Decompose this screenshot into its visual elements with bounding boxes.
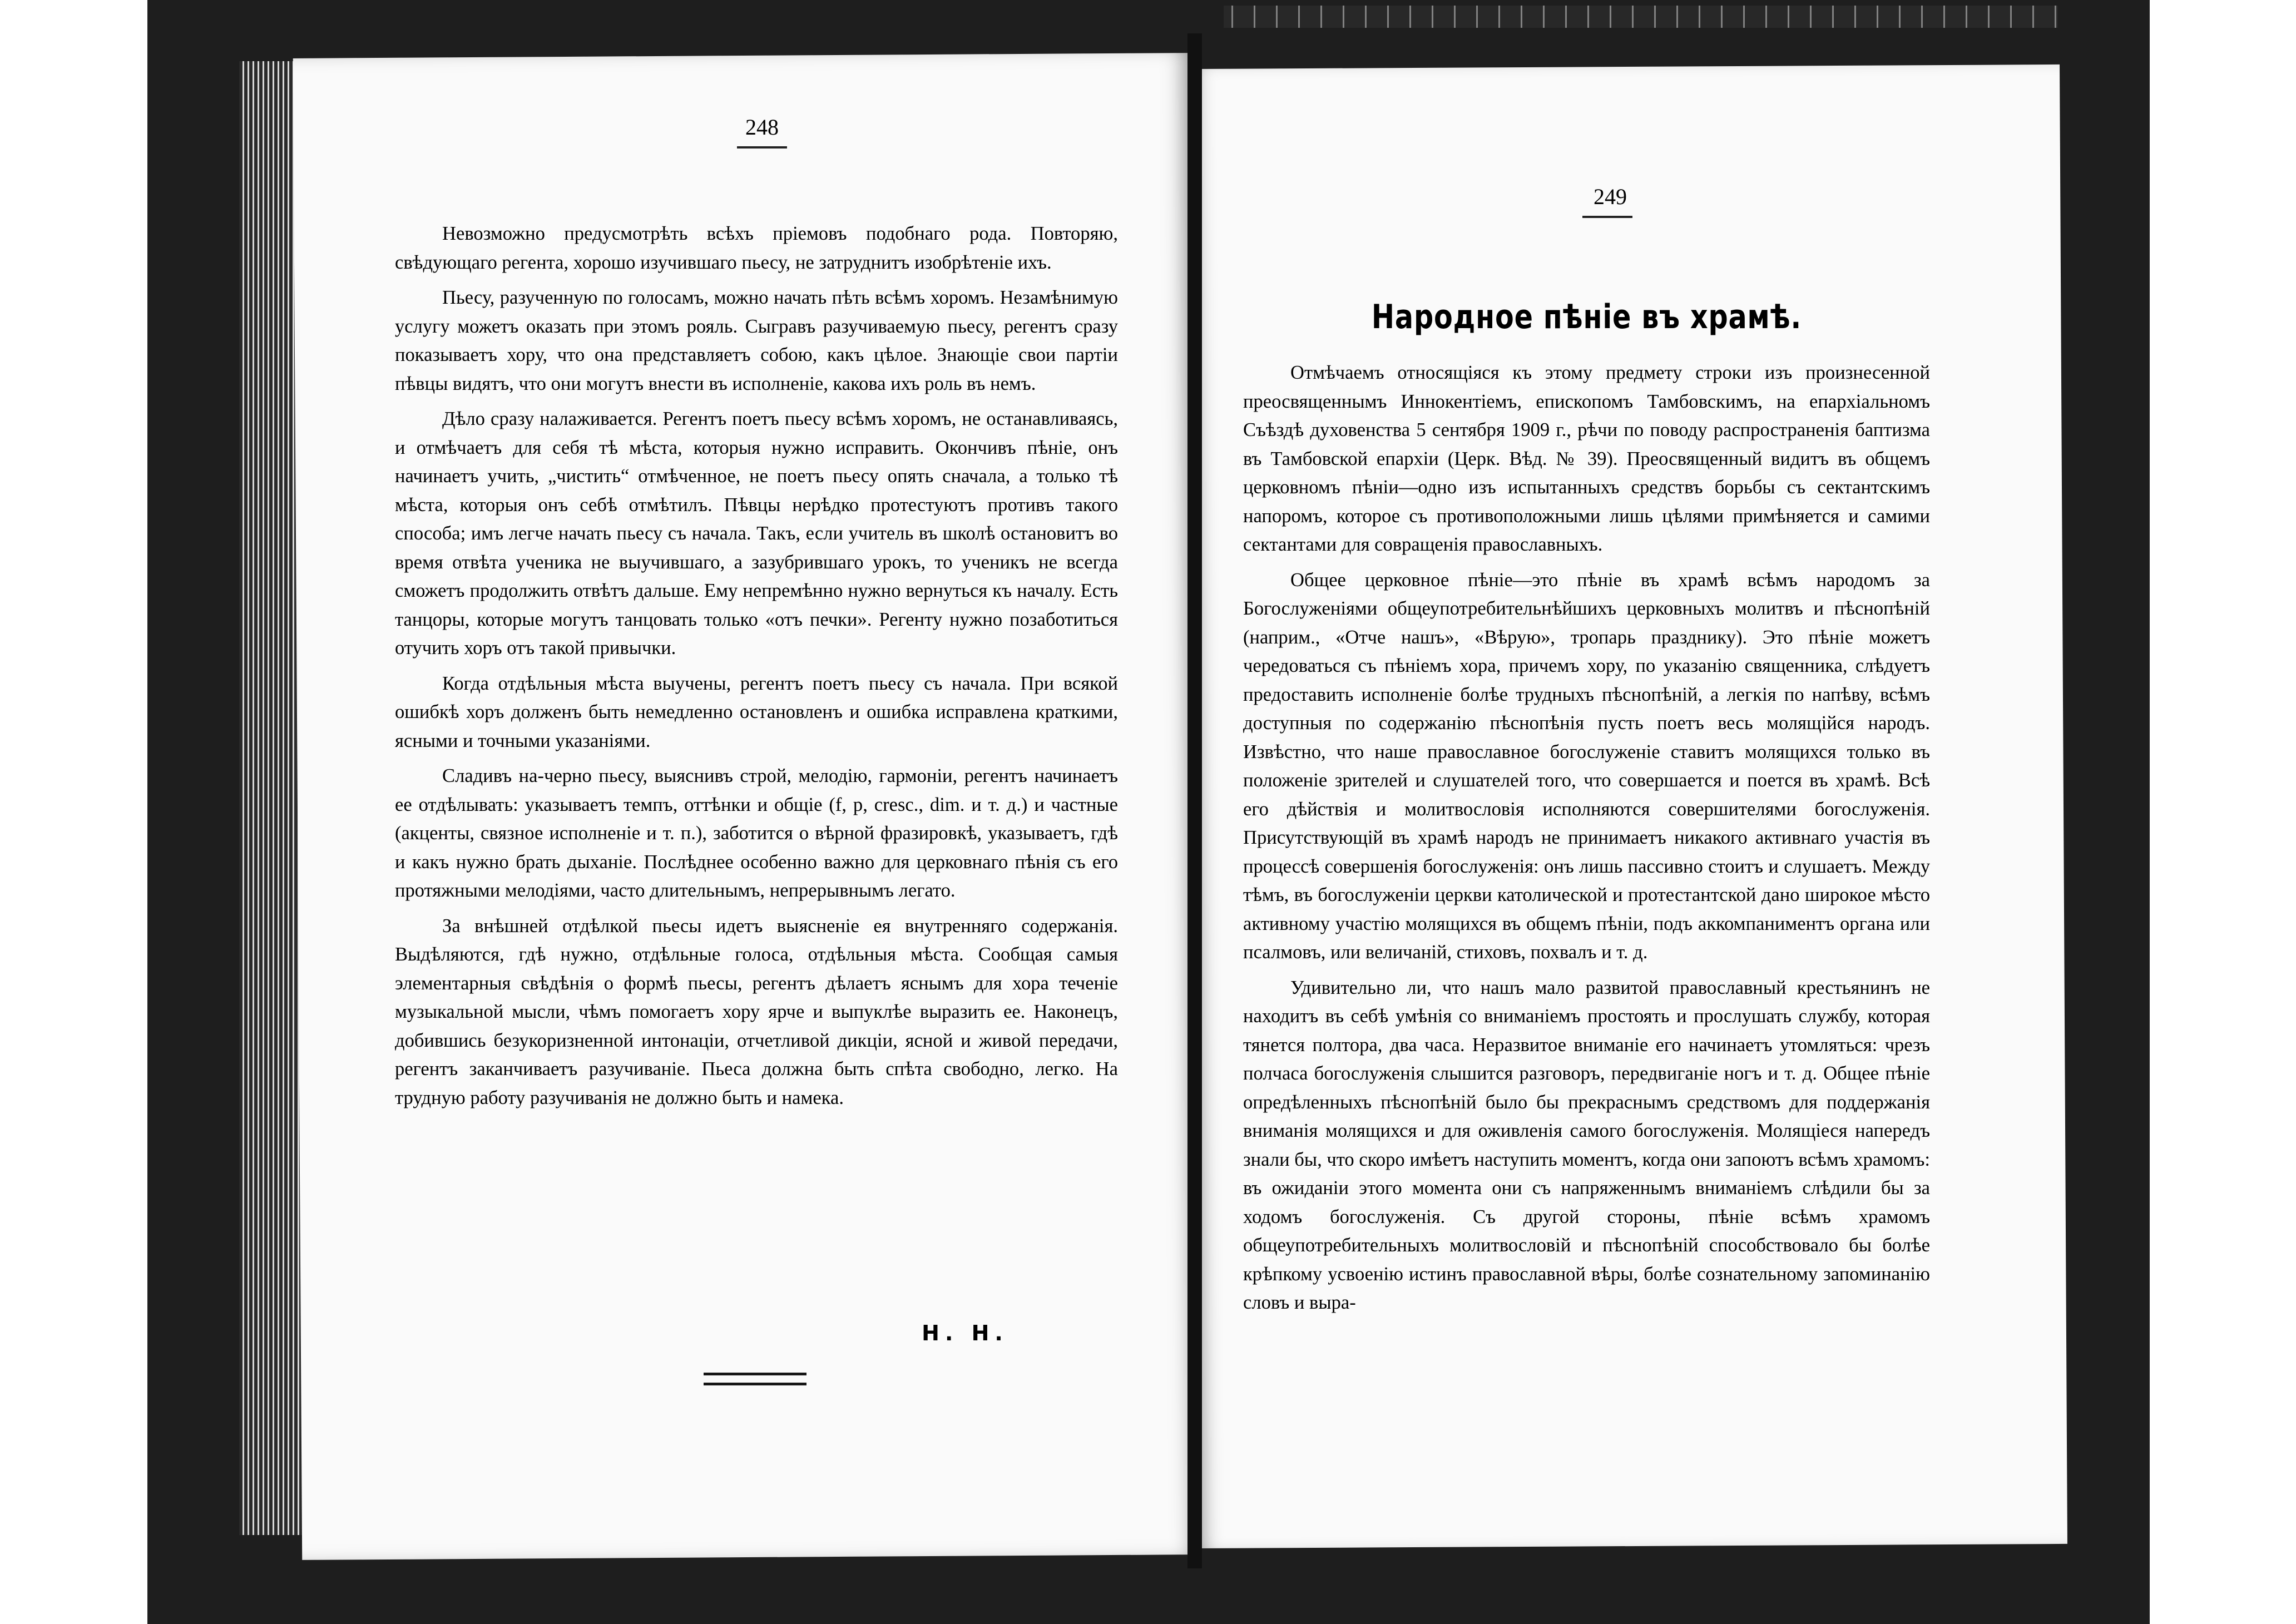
end-rule: [704, 1373, 806, 1375]
page-number-rule-right: [1582, 216, 1632, 218]
paragraph: Отмѣчаемъ относящіяся къ этому предмету строки изъ произнесенной преосвященнымъ Иннокентіемъ, епископомъ Тамбовскимъ, на епархіальномъ Съѣздѣ духовенства 5 сентября 1909 г., рѣчи по поводу распространенія баптизма въ Тамбовской епархіи (Церк. Вѣд. № 39). Преосвященный видитъ въ общемъ церковномъ пѣніи—одно изъ испытанныхъ средствъ борьбы съ сектантскимъ напоромъ, которое съ противоположными лишь цѣлями примѣняется и самими сектантами для совращенія православныхъ.: [1243, 362, 1930, 555]
left-page-body: [395, 220, 1118, 1119]
page-number-left: 248: [745, 115, 779, 140]
paragraph: Дѣло сразу налаживается. Регентъ поетъ пьесу всѣмъ хоромъ, не останавливаясь, и отмѣчаетъ для себя тѣ мѣста, которыя нужно исправить. Окончивъ пѣніе, онъ начинаетъ учить, „чистить“ отмѣченное, не поетъ пьесу опять сначала, а только тѣ мѣста, которыя онъ себѣ отмѣтилъ. Пѣвцы нерѣдко протестуютъ противъ такого способа; имъ легче начать пьесу съ начала. Такъ, если учитель въ школѣ остановитъ во время отвѣта ученика не выучившаго, а зазубрившаго урокъ, то ученикъ не всегда сможетъ продолжить отвѣтъ дальше. Ему непремѣнно нужно вернуться къ началу. Есть танцоры, которые могутъ танцовать только «отъ печки». Регенту нужно позаботиться отучить хоръ отъ такой привычки.: [395, 408, 1118, 658]
paragraph: Когда отдѣльныя мѣста выучены, регентъ поетъ пьесу съ начала. При всякой ошибкѣ хоръ долженъ быть немедленно остановленъ и ошибка исправлена краткими, ясными и точными указаніями.: [395, 672, 1118, 751]
right-page-body: [1243, 359, 1930, 1324]
scan-edge-noise: [1224, 6, 2058, 28]
article-title: Народное пѣніе въ храмѣ.: [1371, 298, 1802, 336]
paragraph: За внѣшней отдѣлкой пьесы идетъ выясненіе ея внутренняго содержанія. Выдѣляются, гдѣ нужно, отдѣльные голоса, отдѣльныя мѣста. Сообщая самыя элементарныя свѣдѣнія о формѣ пьесы, регентъ дѣлаетъ яснымъ для хора теченіе музыкальной мысли, чѣмъ помогаетъ хору ярче и выпуклѣе выразить ее. Наконецъ, добившись безукоризненной интонаціи, отчетливой дикціи, ясной и живой передачи, регентъ заканчиваетъ разучиваніе. Пьеса должна быть спѣта свободно, легко. На трудную работу разучиванія не должно быть и намека.: [395, 915, 1118, 1108]
end-rule: [704, 1383, 806, 1385]
author-signature: Н. Н.: [922, 1321, 1008, 1345]
page-number-right: 249: [1594, 184, 1627, 209]
page-number-rule-left: [737, 146, 787, 148]
paragraph: Пьесу, разученную по голосамъ, можно начать пѣть всѣмъ хоромъ. Незамѣнимую услугу можетъ оказать при этомъ рояль. Сыгравъ разучиваемую пьесу, регентъ сразу показываетъ хору, что она представляетъ собою, какъ цѣлое. Знающіе свои партіи пѣвцы видятъ, что они могутъ внести въ исполненіе, какова ихъ роль въ немъ.: [395, 287, 1118, 394]
paragraph: Общее церковное пѣніе—это пѣніе въ храмѣ всѣмъ народомъ за Богослуженіями общеупотребительнѣйшихъ церковныхъ молитвъ и пѣснопѣній (наприм., «Отче нашъ», «Вѣрую», тропарь празднику). Это пѣніе можетъ чередоваться съ пѣніемъ хора, причемъ хору, по указанію священника, слѣдуетъ предоставить исполненіе болѣе трудныхъ пѣснопѣній, а легкія по напѣву, всѣмъ доступныя по содержанію пѣснопѣнія пусть поетъ весь молящійся народъ. Извѣстно, что наше православное богослуженіе ставитъ молящихся только въ положеніе зрителей и слушателей того, что совершается и поется въ храмѣ. Всѣ его дѣйствія и молитвословія исполняются совершителями богослуженія. Присутствующій въ храмѣ народъ не принимаетъ никакого активнаго участія въ процессѣ совершенія богослуженія: онъ лишь пассивно стоитъ и слушаетъ. Между тѣмъ, въ богослуженіи церкви католической и протестантской дано широкое мѣсто активному участію молящихся въ общемъ пѣніи, подъ аккомпаниментъ органа или псалмовъ, или величаній, стиховъ, похвалъ и т. д.: [1243, 569, 1930, 963]
book-gutter: [1187, 33, 1202, 1568]
paragraph: Невозможно предусмотрѣть всѣхъ пріемовъ подобнаго рода. Повторяю, свѣдующаго регента, хорошо изучившаго пьесу, не затруднитъ изобрѣтеніе ихъ.: [395, 223, 1118, 273]
paragraph: Удивительно ли, что нашъ мало развитой православный крестьянинъ не находитъ въ себѣ умѣнія со вниманіемъ простоять и прослушать службу, которая тянется полтора, два часа. Неразвитое вниманіе его начинаетъ утомляться: чрезъ полчаса богослуженія слышится разговоръ, передвиганіе ногъ и т. д. Общее пѣніе опредѣленныхъ пѣснопѣній было бы прекраснымъ средствомъ для поддержанія вниманія молящихся и для оживленія самого богослуженія. Молящіеся напередъ знали бы, что скоро имѣетъ наступить моментъ, когда они запоютъ всѣмъ храмомъ: въ ожиданіи этого момента они съ напряженнымъ вниманіемъ слѣдили бы за ходомъ богослуженія. Съ другой стороны, пѣніе всѣмъ храмомъ общеупотребительныхъ молитвословій и пѣснопѣній способствовало бы болѣе крѣпкому усвоенію истинъ православной вѣры, болѣе сознательному запоминанію словъ и выра-: [1243, 977, 1930, 1313]
paragraph: Сладивъ на-черно пьесу, выяснивъ строй, мелодію, гармоніи, регентъ начинаетъ ее отдѣлывать: указываетъ темпъ, оттѣнки и общіе (f, p, cresc., dim. и т. д.) и частные (акценты, связное исполненіе и т. п.), заботится о вѣрной фразировкѣ, указываетъ, гдѣ и какъ нужно брать дыханіе. Послѣднее особенно важно для церковнаго пѣнія съ его протяжными мелодіями, часто длительнымъ, непрерывнымъ легато.: [395, 765, 1118, 901]
